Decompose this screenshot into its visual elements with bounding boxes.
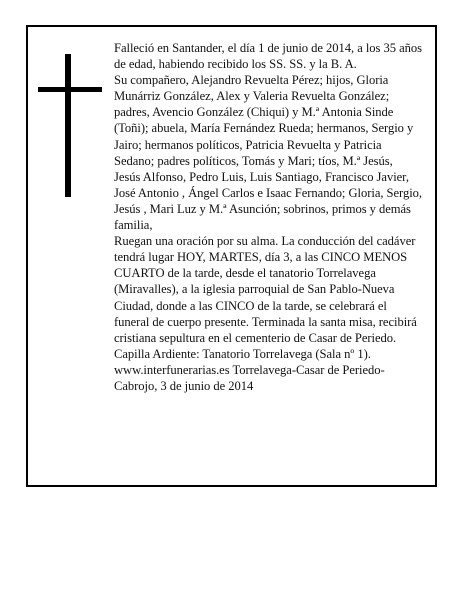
cross-icon [38,54,102,197]
obituary-text [114,40,422,394]
family-list: Su compañero, Alejandro Revuelta Pérez; hijos, Gloria Munárriz González, Alex y Valeria Revuelta González; padres, Avencio González (Chiqui) y M.ª Antonia Sinde (Toñi); abuela, María Fernández Rueda; hermanos, Sergio y Jairo; hermanos políticos, Patricia Revuelta y Patricia Sedano; padres políticos, Tomás y Mari; tíos, M.ª Jesús, Jesús Alfonso, Pedro Luis, Luis Santiago, Francisco Javier, José Antonio , Ángel Carlos e Isaac Fernando; Gloria, Sergio, Jesús , Mari Luz y M.ª Asunción; sobrinos, primos y demás familia, [114,73,423,233]
funeral-details: Ruegan una oración por su alma. La conducción del cadáver tendrá lugar HOY, MARTES, día 3, a las CINCO MENOS CUARTO de la tarde, desde el tanatorio Torrelavega (Miravalles), a la iglesia parroquial de San Pablo-Nueva Ciudad, donde a las CINCO de la tarde, se celebrará el funeral de cuerpo presente. Terminada la santa misa, recibirá cristiana sepultura en el cementerio de Casar de Periedo. Capilla Ardiente: Tanatorio Torrelavega (Sala nº 1). [114,234,417,361]
website-and-date: www.interfunerarias.es Torrelavega-Casar de Periedo-Cabrojo, 3 de junio de 2014 [114,362,385,393]
death-announcement: Falleció en Santander, el día 1 de junio de 2014, a los 35 años de edad, habiendo recibido los SS. SS. y la B. A. [114,41,422,72]
